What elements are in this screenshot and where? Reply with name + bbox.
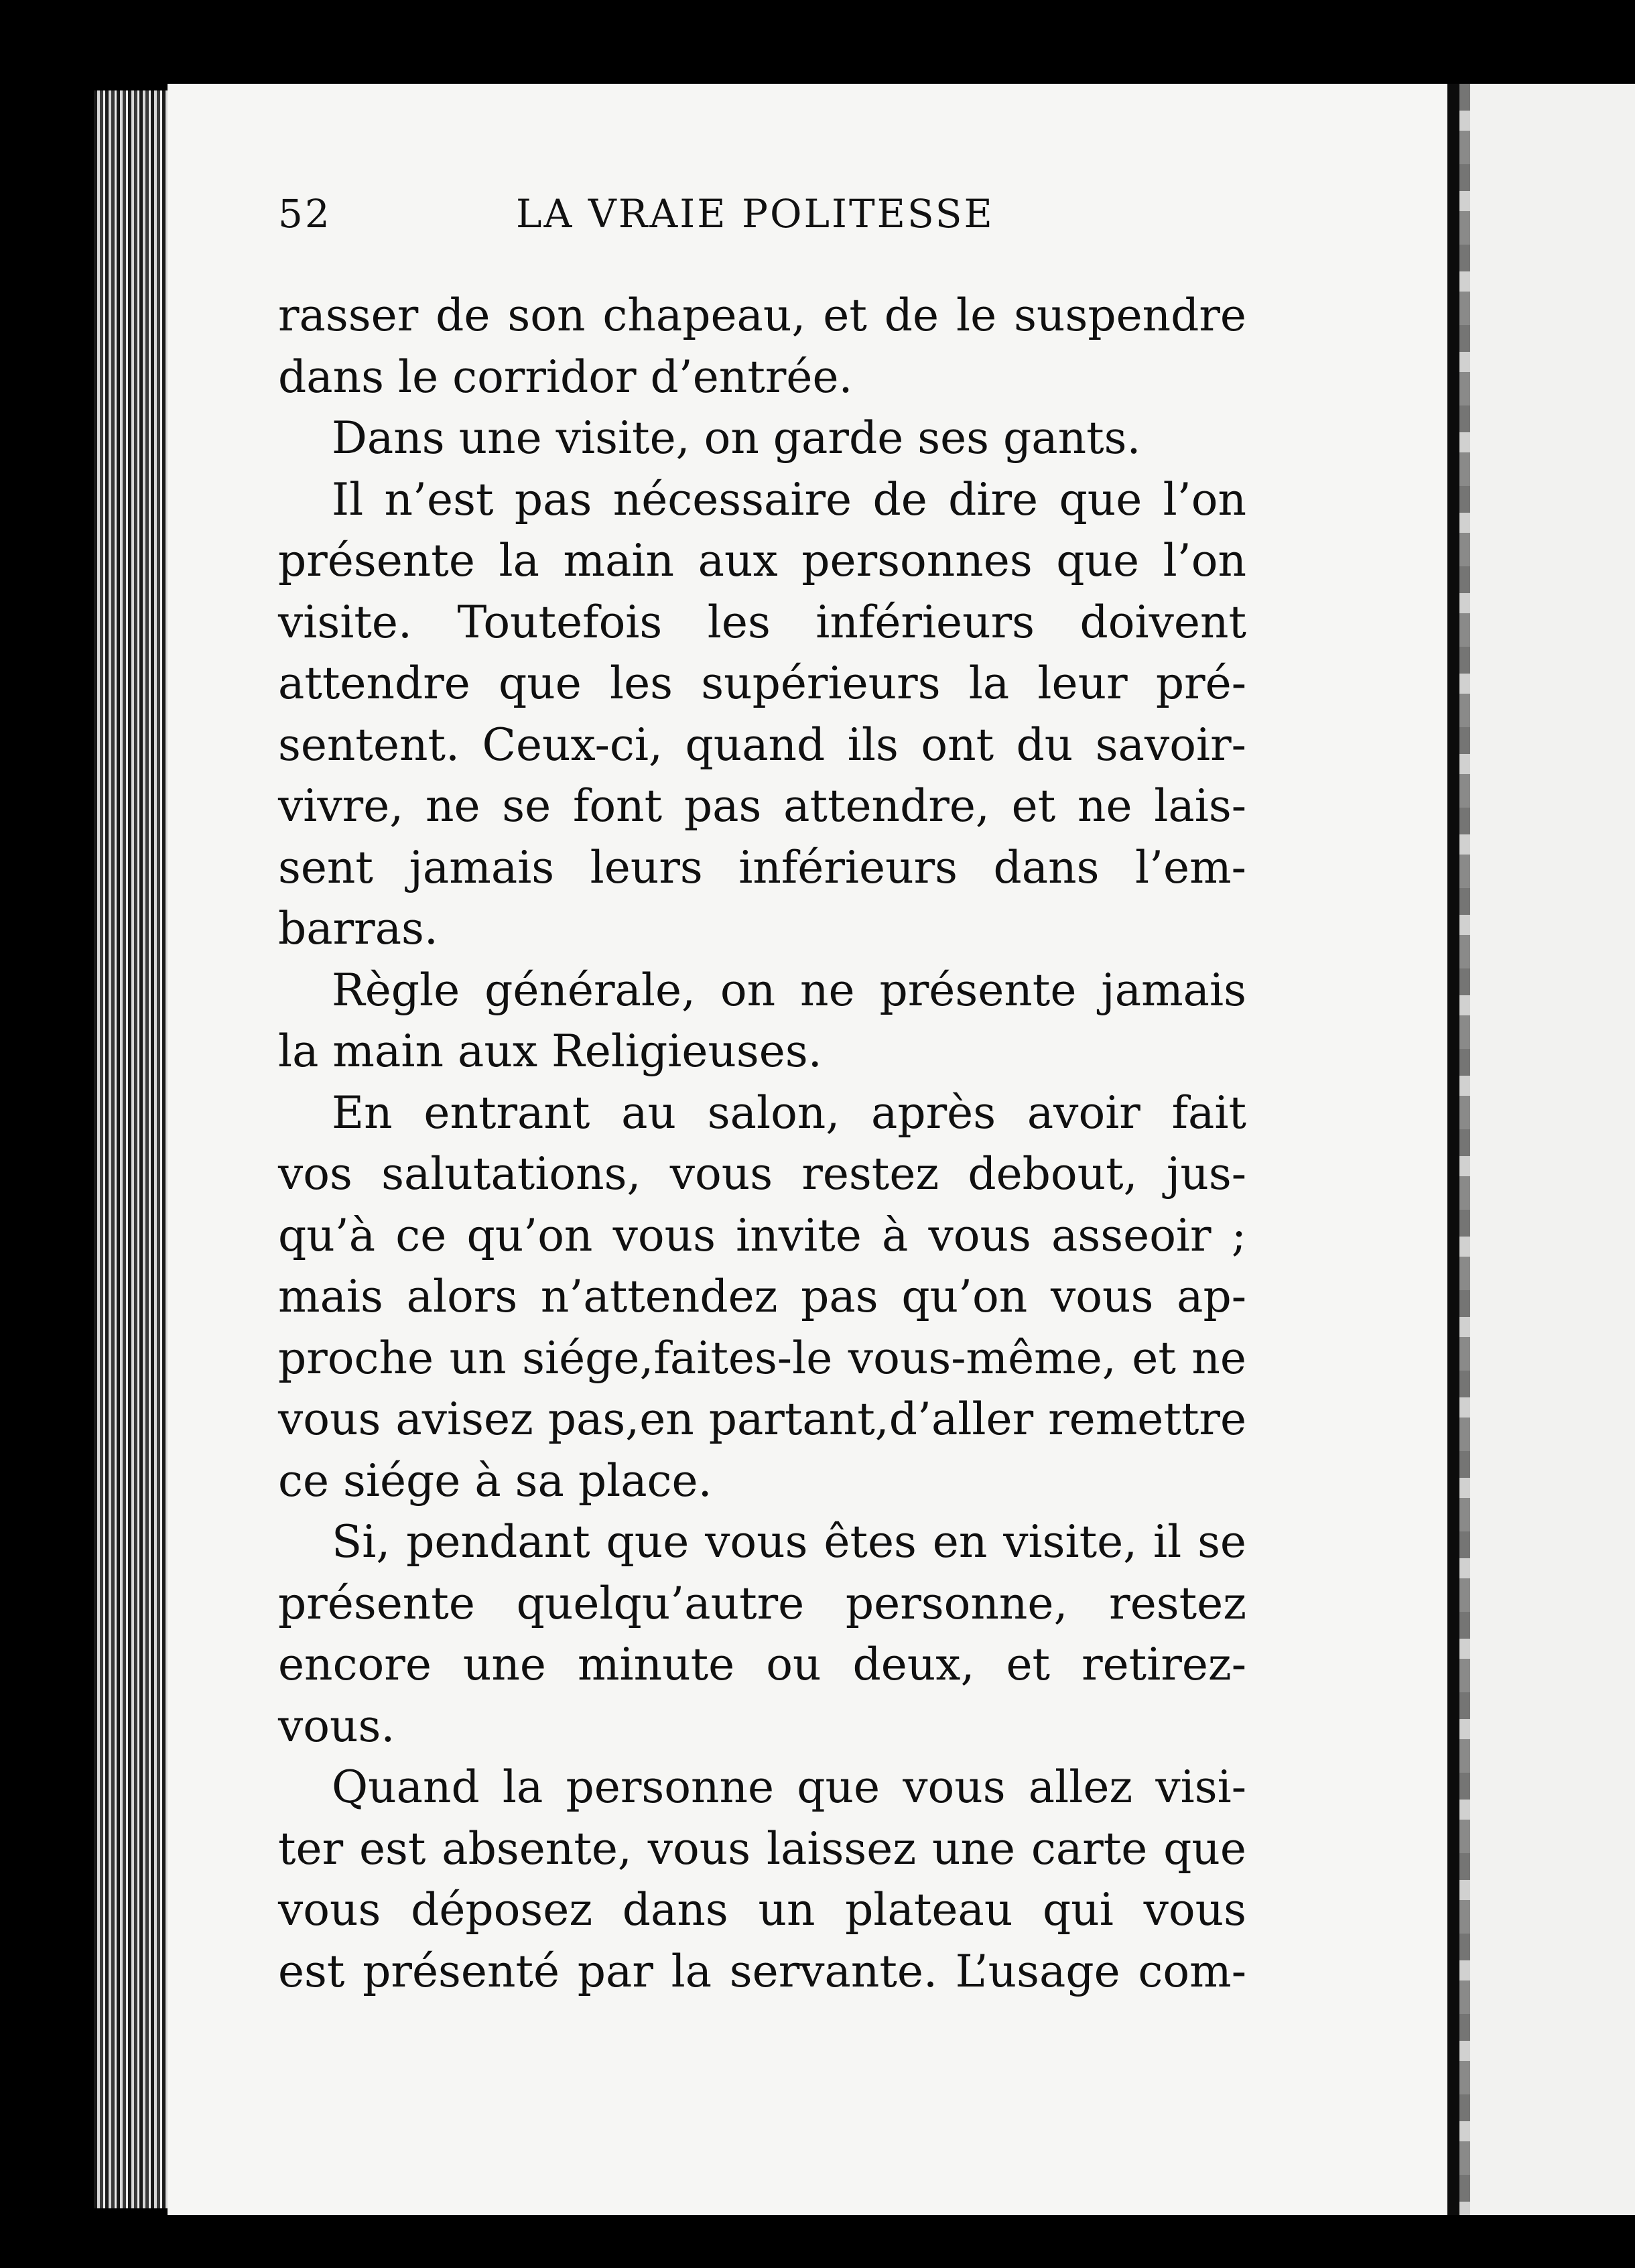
text-line: présente la main aux personnes que l’on [278,535,1246,586]
text-line: attendre que les supérieurs la leur pré- [278,657,1246,709]
running-head [278,191,1015,245]
text-line: ter est absente, vous laissez une carte que [278,1822,1246,1875]
text-line: vous avisez pas,en partant,d’aller remettre [278,1393,1246,1445]
text-line: vous. [278,1700,395,1752]
book-gutter [1447,84,1459,2215]
text-line: rasser de son chapeau, et de le suspendre [278,290,1246,341]
running-title: LA VRAIE POLITESSE [516,191,994,237]
text-line: vos salutations, vous restez debout, jus- [278,1148,1246,1200]
text-line: Si, pendant que vous êtes en visite, il se [332,1516,1246,1568]
text-line: mais alors n’attendez pas qu’on vous ap- [278,1271,1246,1322]
text-line: dans le corridor d’entrée. [278,351,853,403]
text-line: encore une minute ou deux, et retirez- [278,1639,1246,1690]
text-line: sentent. Ceux-ci, quand ils ont du savoir- [278,718,1246,771]
text-line: qu’à ce qu’on vous invite à vous asseoir ; [278,1209,1246,1261]
text-line: Règle générale, on ne présente jamais [332,964,1246,1016]
text-line: présente quelqu’autre personne, restez [278,1577,1246,1629]
text-line: vous déposez dans un plateau qui vous [278,1884,1246,1936]
text-line: Quand la personne que vous allez visi- [332,1761,1246,1813]
page-number: 52 [278,191,332,237]
text-line: Il n’est pas nécessaire de dire que l’on [332,473,1246,525]
text-line: ce siége à sa place. [278,1454,712,1507]
text-line: En entrant au salon, après avoir fait [332,1086,1246,1139]
text-line: proche un siége,faites-le vous-même, et ne [278,1332,1246,1384]
facing-page-strip [1459,84,1635,2215]
text-line: visite. Toutefois les inférieurs doivent [278,596,1246,648]
text-line: vivre, ne se font pas attendre, et ne lais- [278,780,1246,832]
text-line: est présenté par la servante. L’usage com- [278,1945,1246,1997]
body-text [278,285,1246,2002]
text-line: Dans une visite, on garde ses gants. [332,412,1141,464]
text-line: sent jamais leurs inférieurs dans l’em- [278,841,1246,893]
text-line: la main aux Religieuses. [278,1025,822,1077]
facing-page-edge [1459,84,1470,2215]
stacked-page-edges [94,90,168,2208]
text-line: barras. [278,903,438,954]
